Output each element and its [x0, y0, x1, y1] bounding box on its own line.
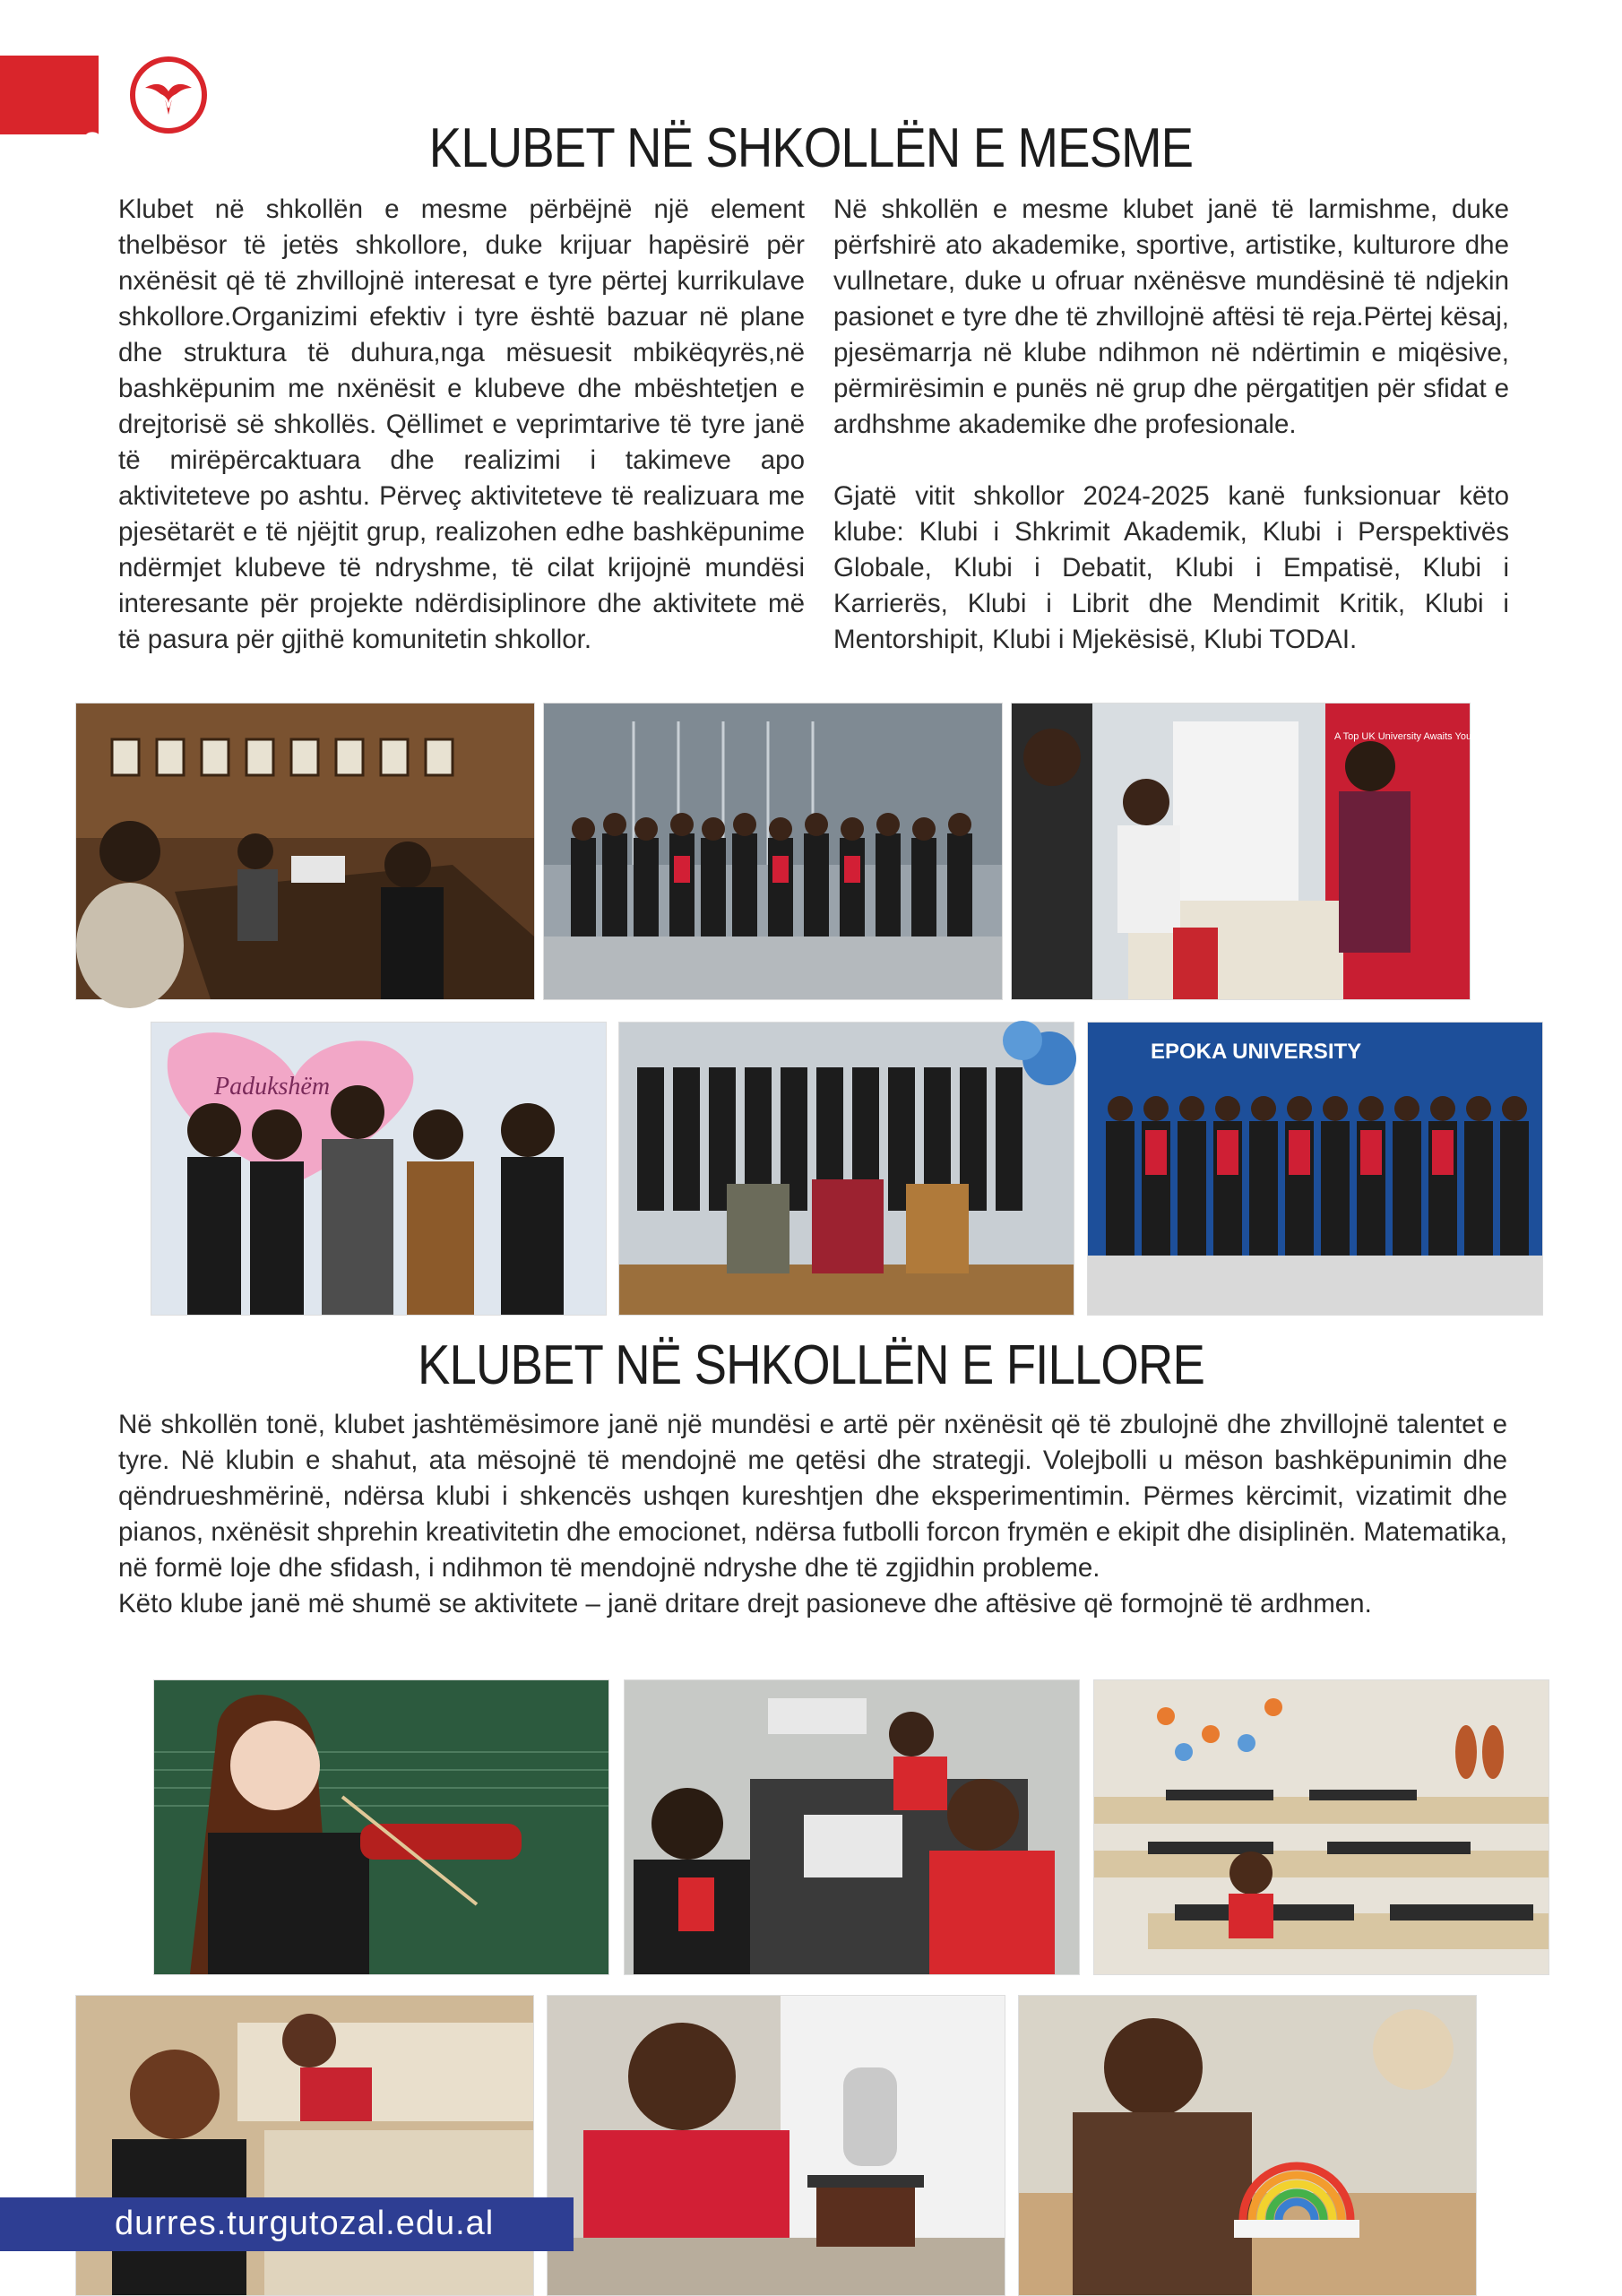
- high-school-intro-paragraph: Klubet në shkollën e mesme përbëjnë një element thelbësor të jetës shkollore, duke krijuar hapësirë për nxënësit që të zhvillojnë interesat e tyre përtej kurrikulave shkollore.Organizimi efektiv i tyre është bazuar në plane dhe struktura të duhura,nga mësuesit mbikëqyrës,në bashkëpunim me nxënësit e klubeve dhe mbështetjen e drejtorisë së shkollës. Qëllimet e veprimtarive të tyre janë të mirëpërcaktuara dhe realizimi i takimeve apo aktiviteteve po ashtu. Përveç aktiviteteve të realizuara me pjesëtarët e të njëjtit grup, realizohen edhe bashkëpunime ndërmjet klubeve të ndryshme, të cilat krijojnë mundësi interesante për projekte ndërdisiplinore dhe aktivitete më të pasura për gjithë komunitetin shkollor.: [118, 194, 805, 654]
- padukshem-sign-text: Padukshëm: [214, 1073, 331, 1101]
- page-number: 8: [82, 125, 103, 165]
- photo-art-rainbow-craft: [1018, 1995, 1477, 2296]
- primary-school-clubs-title: KLUBET NË SHKOLLËN E FILLORE: [418, 1334, 1204, 1396]
- photo-violin-student: [153, 1679, 609, 1975]
- uk-university-banner-text: A Top UK University Awaits You in Germany: [1334, 731, 1525, 742]
- footer-website-link[interactable]: durres.turgutozal.edu.al: [115, 2205, 495, 2242]
- high-school-clubs-list-paragraph: Gjatë vitit shkollor 2024-2025 kanë funksionuar këto klube: Klubi i Shkrimit Akademik, Klubi i Perspektivës Globale, Klubi i Debatit, Klubi i Empatisë, Klubi i Karrierës, Klubi i Librit dhe Mendimit Kritik, Klubi i Mentorshipit, Klubi i Mjekësisë, Klubi TODAI.: [833, 481, 1509, 654]
- primary-school-clubs-paragraph: Në shkollën tonë, klubet jashtëmësimore janë një mundësi e artë për nxënësit që të zbulojnë dhe zhvillojnë talentet e tyre. Në klubin e shahut, ata mësojnë të mendojnë me qetësi dhe strategji. Volejbolli u mëson bashkëpunimin dhe qëndrueshmërinë, ndërsa klubi i shkencës ushqen kureshtjen dhe eksperimentimin. Përmes kërcimit, vizatimit dhe pianos, nxënësit shprehin kreativitetin dhe emocionet, ndërsa futbolli forcon frymën e ekipit dhe disiplinën. Matematika, në formë loje dhe sfidash, i ndihmon të mendojnë ndryshe dhe të zgjidhin probleme.: [118, 1410, 1507, 1583]
- photo-chess-club: [624, 1679, 1080, 1975]
- photo-university-fair-booth: [1011, 703, 1525, 1000]
- high-school-left-column: [118, 192, 805, 658]
- photo-club-meeting-room: [75, 703, 535, 1000]
- high-school-right-column: [833, 192, 1509, 658]
- primary-school-closing-paragraph: Këto klube janë më shumë se aktivitete – janë dritare drejt pasioneve dhe aftësive që formojnë të ardhmen.: [118, 1589, 1372, 1618]
- photo-epoka-university-visit: [1087, 1022, 1543, 1316]
- photo-science-experiment: [547, 1995, 1005, 2296]
- primary-school-text: [118, 1407, 1507, 1622]
- photo-piano-classroom: [1093, 1679, 1549, 1975]
- high-school-clubs-title: KLUBET NË SHKOLLËN E MESME: [428, 117, 1194, 179]
- page-number-tab: [0, 56, 103, 165]
- photo-club-with-teachers: [618, 1022, 1074, 1316]
- photo-guest-visit-padukshem: [151, 1022, 607, 1316]
- photo-group-outside-building: [543, 703, 1003, 1000]
- high-school-variety-paragraph: Në shkollën e mesme klubet janë të larmishme, duke përfshirë ato akademike, sportive, artistike, kulturore dhe vullnetare, duke u ofruar nxënësve mundësinë të ndjekin pasionet e tyre dhe të zhvillojnë aftësi të reja.Përtej kësaj, pjesëmarrja në klube ndihmon në ndërtimin e miqësive, përmirësimin e punës në grup dhe përgatitjen për sfidat e ardhshme akademike dhe profesionale.: [833, 194, 1509, 439]
- footer-url-bar: [0, 2197, 574, 2251]
- epoka-sign-text: EPOKA UNIVERSITY: [1151, 1040, 1362, 1064]
